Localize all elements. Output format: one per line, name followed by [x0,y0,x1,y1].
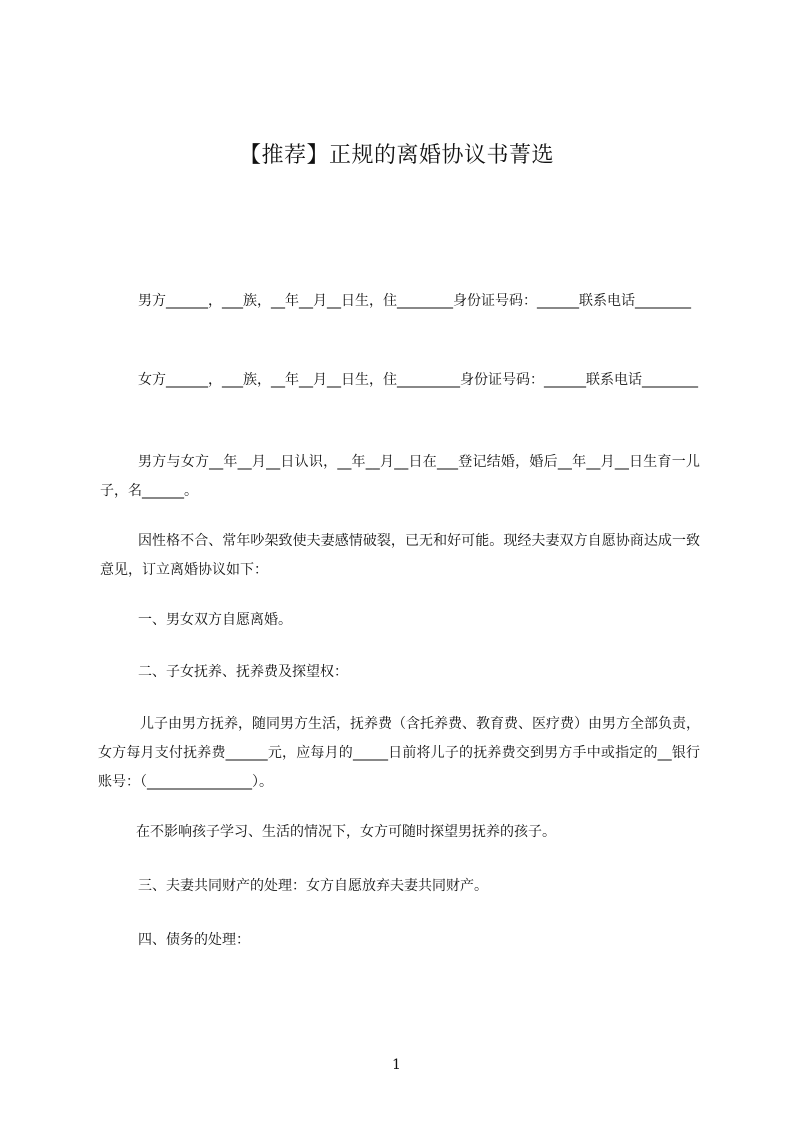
paragraph-husband-info: 男方______，___族，__年__月__日生，住________身份证号码：______联系电话________ [138,293,691,309]
paragraph-reason: 因性格不合、常年吵架致使夫妻感情破裂，已无和好可能。现经夫妻双方自愿协商达成一致意见，订立离婚协议如下： [100,533,700,578]
paragraph-wife-info: 女方______，___族，__年__月__日生，住_________身份证号码：______联系电话________ [138,372,698,388]
clause-2-heading: 二、子女抚养、抚养费及探望权： [138,664,348,680]
clause-1-divorce: 一、男女双方自愿离婚。 [138,612,292,628]
page-number: 1 [392,1057,401,1073]
paragraph-visitation: 在不影响孩子学习、生活的情况下，女方可随时探望男抚养的孩子。 [136,824,556,840]
clause-4-debt: 四、债务的处理： [138,932,250,948]
clause-3-property: 三、夫妻共同财产的处理：女方自愿放弃夫妻共同财产。 [138,878,488,894]
paragraph-marriage-history: 男方与女方__年__月__日认识，__年__月__日在___登记结婚，婚后__年__月__日生育一儿子，名______。 [100,454,700,499]
paragraph-child-support: 儿子由男方抚养，随同男方生活，抚养费（含托养费、教育费、医疗费）由男方全部负责，女方每月支付抚养费______元，应每月的_____日前将儿子的抚养费交到男方手中或指定的__银行账号：（_______________）。 [98,716,700,790]
document-title: 【推荐】正规的离婚协议书菁选 [238,143,554,168]
